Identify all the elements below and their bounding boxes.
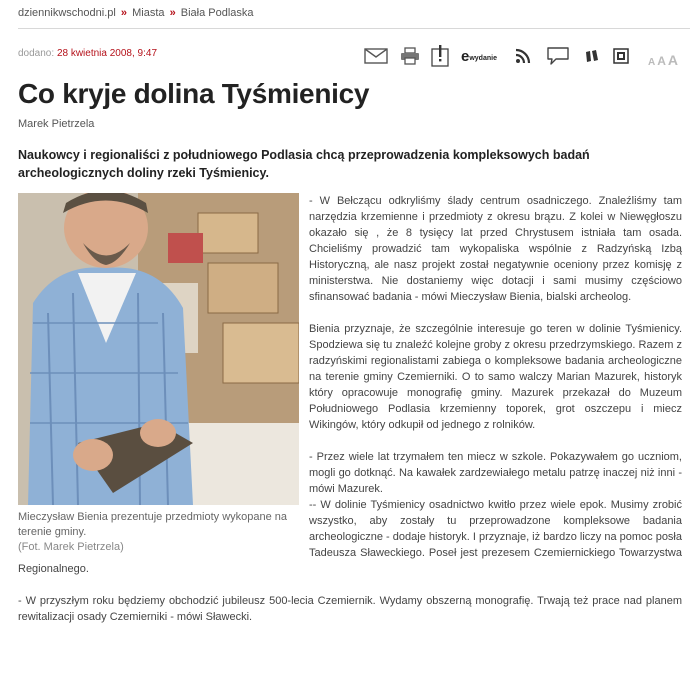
breadcrumb-item-home[interactable]: dziennikwschodni.pl (18, 7, 116, 19)
rss-icon[interactable] (513, 44, 533, 68)
photo-spacer (18, 193, 309, 553)
header-divider (18, 28, 690, 29)
font-size-large[interactable]: A (667, 52, 679, 68)
photo-credit: (Fot. Marek Pietrzela) (18, 541, 124, 553)
e-edition-label: wydanie (469, 55, 497, 62)
breadcrumb (18, 7, 254, 19)
article-paragraph: - Przez wiele lat trzymałem ten miecz w szkole. Pokazywałem go uczniom, mogli go dotknąć. Na kawałek zardzewiałego metalu patrzę inaczej niż inni - mówi Mazurek. (309, 451, 682, 495)
comment-icon[interactable] (545, 44, 571, 68)
gallery-icon[interactable] (611, 44, 631, 68)
font-size-icon[interactable] (643, 44, 683, 68)
e-edition-letter: e (461, 47, 470, 65)
wykop-icon[interactable] (583, 44, 601, 68)
mail-icon[interactable] (363, 44, 389, 68)
photo-caption-text: Mieczysław Bienia prezentuje przedmioty wykopane na terenie gminy. (18, 511, 288, 538)
e-edition-icon[interactable] (461, 44, 503, 68)
breadcrumb-item-cities[interactable]: Miasta (132, 7, 165, 19)
article-lead: Naukowcy i regionaliści z południowego Podlasia chcą przeprowadzenia kompleksowych badań archeologicznych doliny rzeki Tyśmienicy. (18, 148, 590, 180)
article-author: Marek Pietrzela (18, 118, 95, 130)
breadcrumb-item-biala-podlaska[interactable]: Biała Podlaska (180, 7, 254, 19)
font-size-small[interactable]: A (647, 57, 656, 68)
publish-date (18, 48, 157, 59)
report-icon[interactable] (429, 44, 451, 68)
article-paragraph: - W przyszłym roku będziemy obchodzić jubileusz 500-lecia Czemiernik. Wydamy obszerną monografię. Trwają też prace nad planem rewitalizacji osady Czemierniki - mówi Sławecki. (18, 595, 682, 623)
article-title: Co kryje dolina Tyśmienicy (18, 78, 370, 109)
article-body (18, 193, 682, 625)
breadcrumb-separator: » (120, 7, 128, 19)
article-paragraph: Bienia przyznaje, że szczególnie interesuje go teren w dolinie Tyśmienicy. Spodziewa się tu znaleźć kolejne groby z okresu przedrzymskiego. Razem z radzyńskimi regionalistami zabiega o kompleksowe badania archeologiczne na terenie gminy Czemierniki. O to samo walczy Marian Mazurek, historyk który opracowuje monografię gminy. Mazurek przekazał do Muzeum Południowego Podlasia krzemienny toporek, grot oszczepu i miecz Wikingów, który odkupił od jednego z rolników. (309, 323, 682, 431)
date-value: 28 kwietnia 2008, 9:47 (56, 48, 158, 59)
print-icon[interactable] (399, 44, 421, 68)
added-label: dodano: (18, 48, 55, 59)
breadcrumb-separator: » (169, 7, 176, 19)
font-size-medium[interactable]: A (657, 54, 666, 68)
article-paragraph: -- W dolinie Tyśmienicy osadnictwo kwitło przez wiele epok. Musimy zrobić wszystko, aby zostały tu przeprowadzone kompleksowe badania archeologiczne - dodaje historyk. I przyznaje, iż bardzo liczy na pomoc posła Tadeusza Sławeckiego. Poseł jest prezesem Czemiernickiego Towarzystwa Regionalnego. (18, 499, 682, 575)
article-paragraph: - W Bełczącu odkryliśmy ślady centrum osadniczego. Znaleźliśmy tam narzędzia krzemienne i przedmioty z okresu brązu. Z kolei w Niewęgłoszu okazało się , że 8 tysięcy lat przed Chrystusem istniała tam osada. Chcieliśmy prowadzić tam wykopaliska wspólnie z Radzyńską Izbą Historyczną, ale nasz projekt został negatywnie oceniony przez komisję z ministerstwa. Nie dostaniemy więc dotacji i sami musimy częściowo sfinansować badania - mówi Mieczysław Bienia, bialski archeolog. (309, 195, 682, 303)
